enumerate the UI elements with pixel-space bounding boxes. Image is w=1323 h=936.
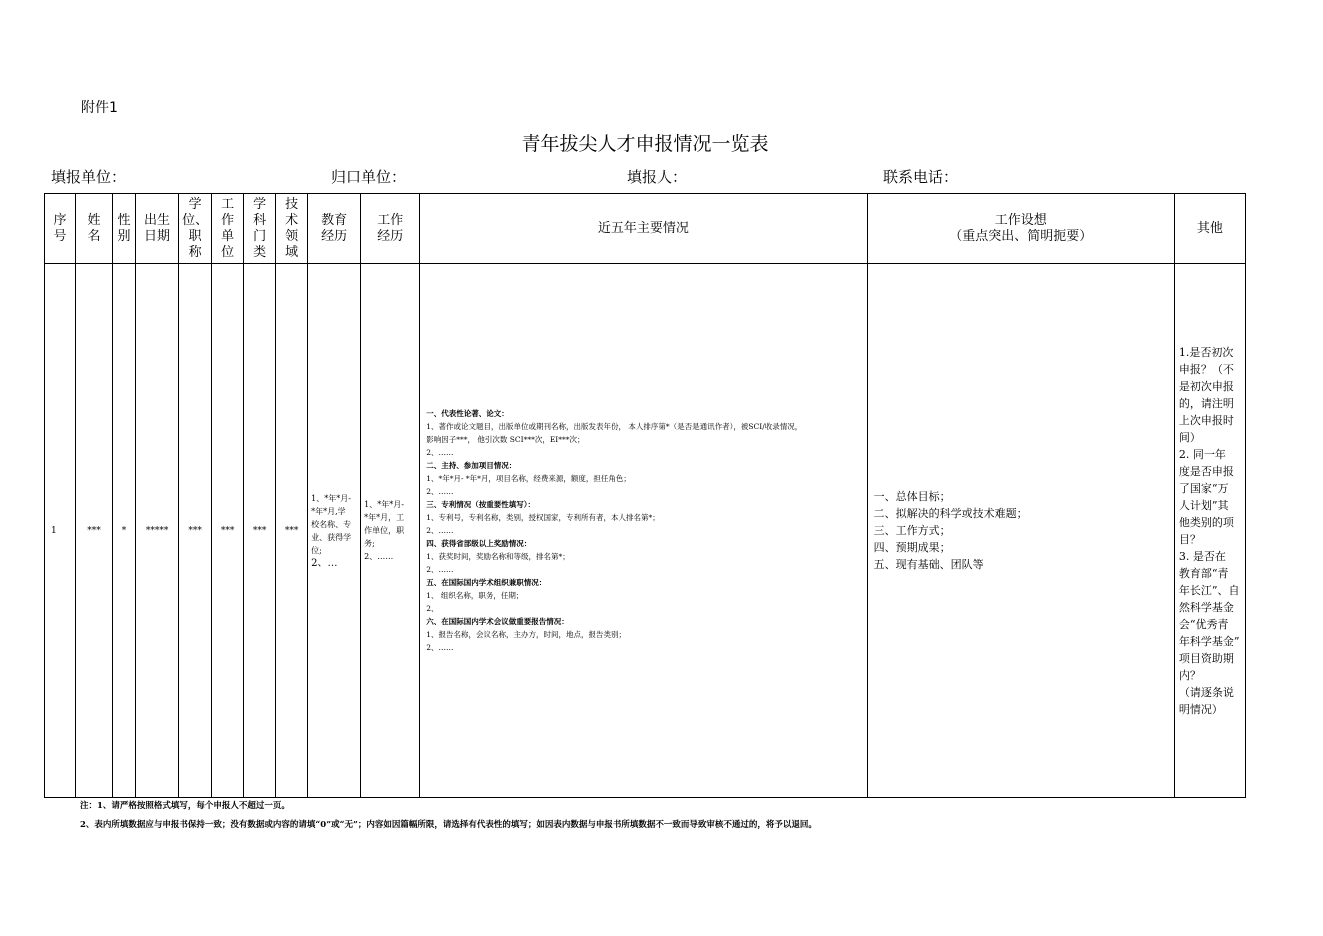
section-line: 2、…… xyxy=(426,526,454,535)
other-line: 2. 同一年 xyxy=(1178,447,1226,461)
header-plan: 工作设想 （重点突出、简明扼要） xyxy=(867,194,1174,264)
other-line: 他类别的项 xyxy=(1178,515,1234,529)
header-discipline: 学 科 门 类 xyxy=(244,194,276,264)
header-gender: 性 别 xyxy=(113,194,136,264)
section-line: 影响因子***， 他引次数 SCI***次，EI***次； xyxy=(426,435,585,444)
fill-unit-label: 填报单位： xyxy=(51,168,127,186)
section-line: 2、…… xyxy=(426,643,454,652)
other-line: 项目资助期 xyxy=(1178,651,1234,665)
other-line: 3. 是否在 xyxy=(1178,549,1226,563)
other-line: 会“优秀青 xyxy=(1178,617,1229,631)
other-line: 年长江”、自 xyxy=(1178,583,1240,597)
other-line: 申报？（不 xyxy=(1178,362,1234,376)
other-line: 明情况） xyxy=(1178,702,1223,716)
section-line: 1、*年*月- *年*月，项目名称，经费来源，额度，担任角色； xyxy=(426,474,631,483)
section-heading: 六、在国际国内学术会议做重要报告情况： xyxy=(426,617,569,626)
parent-unit-label: 归口单位： xyxy=(331,168,407,186)
header-other: 其他 xyxy=(1174,194,1245,264)
section-line: 2、…… xyxy=(426,565,454,574)
section-heading: 五、在国际国内学术组织兼职情况： xyxy=(426,578,547,587)
phone-label: 联系电话： xyxy=(883,168,959,186)
cell-education: 1、*年*月- *年*月,学 校名称、专 业、获得学 位; 2、… xyxy=(308,264,361,798)
header-row xyxy=(45,194,1246,264)
section-line: 2、…… xyxy=(426,448,454,457)
cell-gender: * xyxy=(113,264,136,798)
other-line: 1.是否初次 xyxy=(1178,345,1234,359)
cell-discipline: *** xyxy=(244,264,276,798)
cell-other xyxy=(1174,264,1245,798)
cell-plan: 一、总体目标； 二、拟解决的科学或技术难题； 三、工作方式； 四、预期成果； 五、现有基础、团队等 xyxy=(867,264,1174,798)
other-line: 人计划”其 xyxy=(1178,498,1229,512)
other-line: （请逐条说 xyxy=(1178,685,1234,699)
other-line: 度是否申报 xyxy=(1178,464,1234,478)
section-line: 1、专利号，专利名称，类别，授权国家，专利所有者，本人排名第*； xyxy=(426,513,660,522)
header-five-years: 近五年主要情况 xyxy=(420,194,867,264)
attachment-label: 附件1 xyxy=(81,100,118,116)
section-heading: 一、代表性论著、论文： xyxy=(426,409,509,418)
header-education: 教育 经历 xyxy=(308,194,361,264)
cell-workunit: *** xyxy=(212,264,244,798)
section-line: 1、获奖时间，奖励名称和等级，排名第*； xyxy=(426,552,570,561)
other-line: 是初次申报 xyxy=(1178,379,1234,393)
section-line: 1、 组织名称，职务，任期； xyxy=(426,591,524,600)
header-name: 姓 名 xyxy=(76,194,113,264)
section-line: 2、 xyxy=(426,604,439,613)
note-1: 注：1、请严格按照格式填写，每个申报人不超过一页。 xyxy=(80,801,290,811)
section-line: 1、著作或论文题目，出版单位或期刊名称，出版发表年份， 本人排序第*（是否是通讯作者），被SCI/收录情况， xyxy=(426,422,803,431)
reporter-label: 填报人： xyxy=(627,168,688,186)
other-line: 间） xyxy=(1178,430,1201,444)
section-heading: 三、专利情况（按重要性填写）： xyxy=(426,500,535,509)
cell-name: *** xyxy=(76,264,113,798)
section-line: 2、…… xyxy=(426,487,454,496)
page-title: 青年拔尖人才申报情况一览表 xyxy=(521,133,769,155)
other-line: 上次申报时 xyxy=(1178,413,1234,427)
header-field: 技 术 领 域 xyxy=(276,194,308,264)
header-workunit: 工 作 单 位 xyxy=(212,194,244,264)
other-line: 目？ xyxy=(1178,532,1201,546)
report-table xyxy=(44,193,1246,798)
header-seq: 序 号 xyxy=(45,194,76,264)
cell-work: 1、*年*月- *年*月，工 作单位，职 务; 2、…… xyxy=(361,264,420,798)
other-line: 内？ xyxy=(1178,668,1201,682)
cell-degree: *** xyxy=(179,264,212,798)
cell-birth: ***** xyxy=(136,264,179,798)
note-2: 2、表内所填数据应与申报书保持一致；没有数据或内容的请填“0”或“无”；内容如因篇幅所限，请选择有代表性的填写；如因表内数据与申报书所填数据不一致而导致审核不通过的，将予以退回。 xyxy=(80,820,817,830)
header-degree: 学 位、 职 称 xyxy=(179,194,212,264)
other-line: 的，请注明 xyxy=(1178,396,1234,410)
header-work: 工作 经历 xyxy=(361,194,420,264)
cell-five-years xyxy=(420,264,867,798)
section-heading: 二、主持、参加项目情况： xyxy=(426,461,517,470)
other-line: 然科学基金 xyxy=(1178,600,1234,614)
other-line: 年科学基金” xyxy=(1178,634,1240,648)
table-row xyxy=(45,264,1246,798)
cell-field: *** xyxy=(276,264,308,798)
other-line: 教育部“青 xyxy=(1178,566,1229,580)
section-heading: 四、获得省部级以上奖励情况： xyxy=(426,539,532,548)
section-line: 1、报告名称，会议名称，主办方，时间，地点，报告类别； xyxy=(426,630,626,639)
cell-seq: 1 xyxy=(45,264,76,798)
header-birth: 出生 日期 xyxy=(136,194,179,264)
other-line: 了国家“万 xyxy=(1178,481,1229,495)
